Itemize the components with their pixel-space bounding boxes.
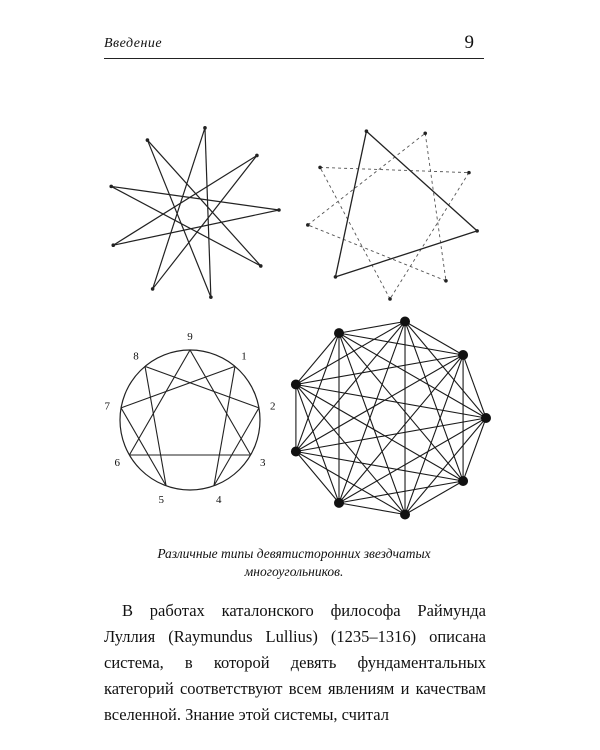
vertex-dot xyxy=(151,287,155,291)
dashed-triangle-edge xyxy=(308,225,446,281)
graph-edge xyxy=(296,384,405,514)
point-label: 2 xyxy=(269,400,276,413)
enneagram-diagram xyxy=(105,331,276,506)
enneagram-circle xyxy=(120,350,260,490)
vertex-dot xyxy=(209,295,213,299)
triangle-edge xyxy=(129,350,190,455)
vertex-dot xyxy=(467,171,471,175)
vertex-dot xyxy=(255,154,259,158)
star-edge xyxy=(153,155,257,288)
body-text xyxy=(104,598,486,728)
star-polygons-figure xyxy=(90,110,500,520)
page-number: 9 xyxy=(464,32,474,53)
vertex-dot xyxy=(365,129,369,133)
vertex-dot xyxy=(277,208,281,212)
vertex-node xyxy=(400,316,410,326)
vertex-dot xyxy=(475,229,479,233)
point-label: 5 xyxy=(158,493,165,506)
graph-edge xyxy=(463,418,486,481)
star-edge xyxy=(147,140,260,266)
point-label: 3 xyxy=(259,457,266,469)
dashed-triangle-edge xyxy=(425,133,446,281)
vertex-node xyxy=(400,510,410,520)
graph-edge xyxy=(296,333,339,384)
vertex-dot xyxy=(146,138,150,142)
point-label: 8 xyxy=(133,350,139,363)
star-edge xyxy=(205,128,211,297)
vertex-node xyxy=(291,379,301,389)
star-edge xyxy=(111,186,261,266)
vertex-dot xyxy=(388,297,392,301)
vertex-node xyxy=(291,447,301,457)
star-polygon-triangles xyxy=(306,129,479,300)
figure-caption xyxy=(104,545,484,581)
dashed-triangle-edge xyxy=(320,167,469,172)
complete-nonagon-graph xyxy=(291,316,491,519)
graph-edge xyxy=(405,321,463,481)
vertex-dot xyxy=(306,223,310,227)
vertex-node xyxy=(334,328,344,338)
point-label: 4 xyxy=(215,493,222,506)
body-paragraph: В работах каталонского философа Раймунда Луллия (Raymundus Lullius) (1235–1316) описана система, в которой девять фундаментальных категорий соответствуют всем явлениям и качествам вселенной. Знание этой системы, считал xyxy=(104,601,486,724)
vertex-node xyxy=(334,498,344,508)
point-label: 1 xyxy=(241,350,247,363)
vertex-dot xyxy=(259,264,263,268)
graph-edge xyxy=(296,321,405,451)
star-edge xyxy=(111,186,279,210)
vertex-node xyxy=(481,413,491,423)
dashed-triangle-edge xyxy=(390,173,469,299)
graph-edge xyxy=(405,355,463,515)
dashed-triangle-edge xyxy=(308,133,425,225)
page-header xyxy=(104,30,484,59)
caption-line-2: многоугольников. xyxy=(244,564,344,579)
solid-triangle-edge xyxy=(335,231,477,277)
caption-line-1: Различные типы девятисторонних звездчатых xyxy=(157,546,431,561)
star-edge xyxy=(153,128,205,289)
vertex-dot xyxy=(334,275,338,279)
vertex-node xyxy=(458,350,468,360)
graph-edge xyxy=(296,452,339,503)
point-label: 7 xyxy=(104,400,111,413)
vertex-dot xyxy=(423,131,427,135)
solid-triangle-edge xyxy=(366,131,477,231)
star-edge xyxy=(113,210,279,245)
star-polygon-9-4 xyxy=(109,126,280,299)
graph-edge xyxy=(463,355,486,418)
point-label: 9 xyxy=(187,331,193,343)
vertex-dot xyxy=(111,243,115,247)
vertex-dot xyxy=(203,126,207,130)
point-label: 6 xyxy=(114,457,121,469)
running-head: Введение xyxy=(104,36,163,51)
vertex-dot xyxy=(444,279,448,283)
vertex-node xyxy=(458,476,468,486)
solid-triangle-edge xyxy=(335,131,366,277)
vertex-dot xyxy=(318,166,322,170)
vertex-dot xyxy=(109,185,113,189)
triangle-edge xyxy=(190,350,251,455)
